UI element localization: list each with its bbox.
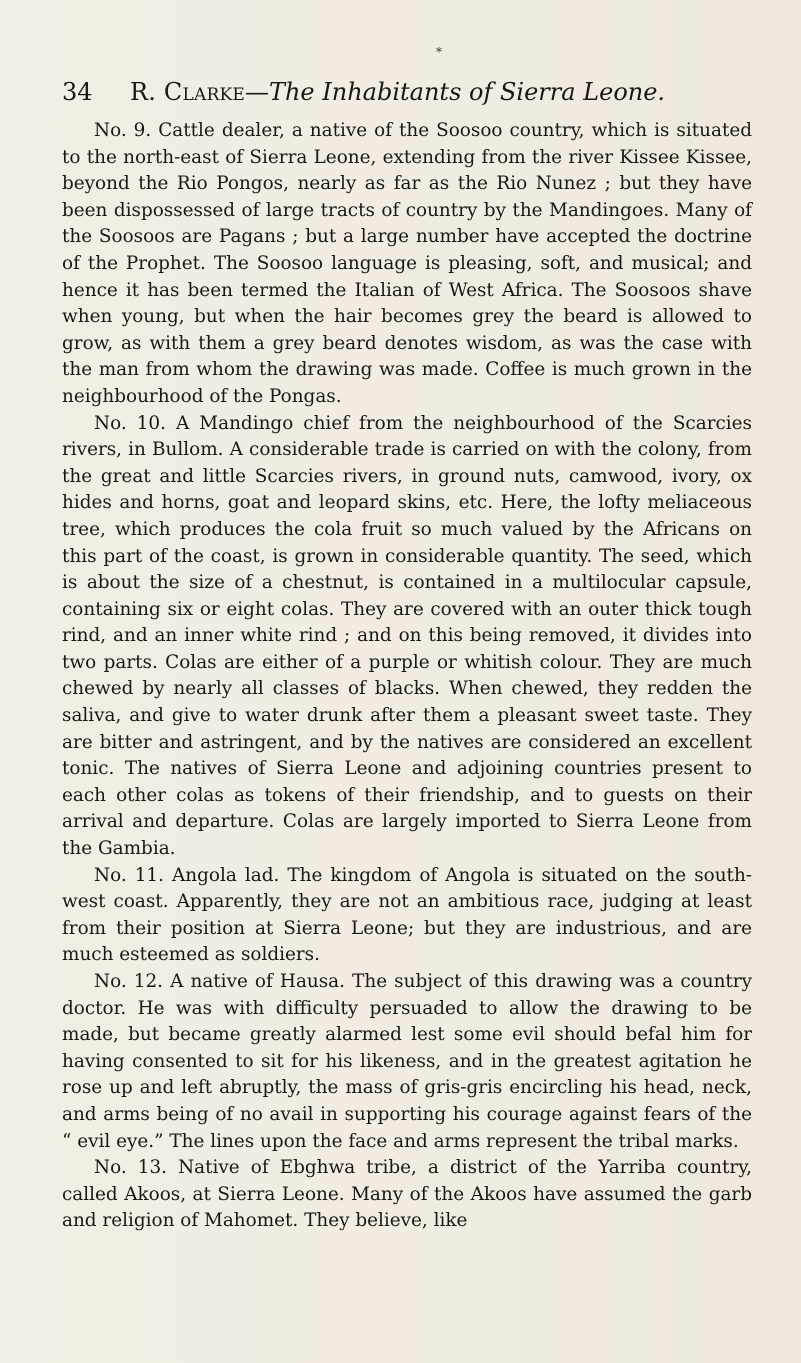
paragraph-no-12: No. 12. A native of Hausa. The subject of this drawing was a country doctor. He was with difficulty persuaded to allow the drawing to be made, but became greatly alarmed lest some evil should befal him for having consented to sit for his likeness, and in the greatest agitation he rose up and left abruptly, the mass of gris-gris encircling his head, neck, and arms being of no avail in supporting his courage against fears of the “ evil eye.” The lines upon the face and arms represent the tribal marks.	[62, 971, 752, 1152]
body-text	[62, 118, 752, 1235]
running-header	[62, 72, 752, 112]
header-author: R. Clarke	[130, 78, 245, 106]
paragraph-no-10: No. 10. A Mandingo chief from the neighbourhood of the Scarcies rivers, in Bullom. A considerable trade is carried on with the colony, from the great and little Scarcies rivers, in ground nuts, camwood, ivory, ox hides and horns, goat and leopard skins, etc. Here, the lofty meliaceous tree, which produces the cola fruit so much valued by the Africans on this part of the coast, is grown in considerable quantity. The seed, which is about the size of a chestnut, is contained in a multilocular capsule, containing six or eight colas. They are covered with an outer thick tough rind, and an inner white rind ; and on this being removed, it divides into two parts. Colas are either of a purple or whitish colour. They are much chewed by nearly all classes of blacks. When chewed, they redden the saliva, and give to water drunk after them a pleasant sweet taste. They are bitter and astringent, and by the natives are considered an excellent tonic. The natives of Sierra Leone and adjoining countries present to each other colas as tokens of their friendship, and to guests on their arrival and departure. Colas are largely imported to Sierra Leone from the Gambia.	[62, 412, 752, 860]
paragraph-no-9: No. 9. Cattle dealer, a native of the Soosoo country, which is situated to the north-east of Sierra Leone, extending from the river Kissee Kissee, beyond the Rio Pongos, nearly as far as the Rio Nunez ; but they have been dispossessed of large tracts of country by the Mandingoes. Many of the Soosoos are Pagans ; but a large number have accepted the doctrine of the Prophet. The Soosoo language is pleasing, soft, and musical; and hence it has been termed the Italian of West Africa. The Soosoos shave when young, but when the hair becomes grey the beard is allowed to grow, as with them a grey beard denotes wisdom, as was the case with the man from whom the drawing was made. Coffee is much grown in the neighbourhood of the Pongas.	[62, 120, 752, 407]
page-number: 34	[62, 78, 93, 106]
printer-mark: *	[436, 45, 442, 59]
header-separator: —	[244, 78, 269, 106]
paragraph-no-11: No. 11. Angola lad. The kingdom of Angola is situated on the south-west coast. Apparently, they are not an ambitious race, judging at least from their position at Sierra Leone; but they are industrious, and are much esteemed as soldiers.	[62, 864, 752, 966]
header-title: The Inhabitants of Sierra Leone.	[268, 78, 666, 106]
paragraph-no-13: No. 13. Native of Ebghwa tribe, a district of the Yarriba country, called Akoos, at Sierra Leone. Many of the Akoos have assumed the garb and religion of Mahomet. They believe, like	[62, 1157, 752, 1232]
